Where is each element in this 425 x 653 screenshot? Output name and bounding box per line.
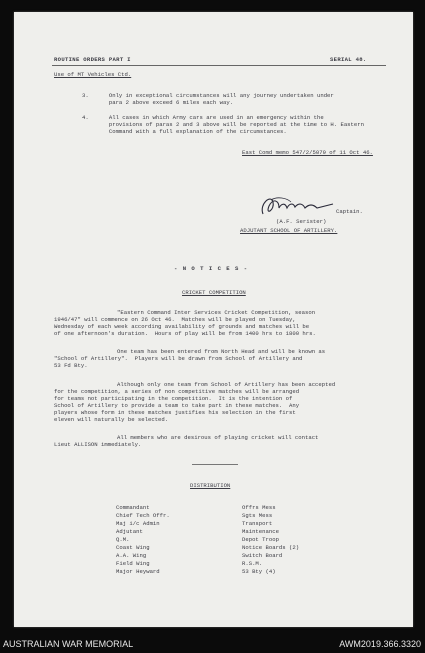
- para4-line1: 4. All cases in which Army cars are used in an emergency within the: [82, 114, 324, 121]
- signatory-rank: Captain.: [336, 208, 363, 215]
- dist-right-8: 53 Bty (4): [242, 568, 276, 575]
- separator-rule: [192, 464, 238, 465]
- dist-right-7: R.S.M.: [242, 560, 263, 567]
- memo-reference: East Comd memo 547/2/5079 of 11 Oct 46.: [242, 149, 373, 156]
- para4-line2: provisions of paras 2 and 3 above will be reported at the time to H. Eastern: [82, 121, 364, 128]
- dist-left-7: Field Wing: [116, 560, 150, 567]
- dist-right-6: Switch Board: [242, 552, 283, 559]
- archive-credit: AUSTRALIAN WAR MEMORIAL: [3, 639, 134, 649]
- cricket-para3-line6: eleven will naturally be selected.: [54, 416, 169, 423]
- cricket-para4-line1: All members who are desirous of playing cricket will contact: [117, 434, 319, 441]
- cricket-para4-line2: Lieut ALLISON immediately.: [54, 441, 142, 448]
- dist-left-5: Coast Wing: [116, 544, 150, 551]
- section-heading: Use of MT Vehicles Ctd.: [54, 71, 132, 78]
- routine-orders-heading: ROUTINE ORDERS PART I: [54, 56, 131, 63]
- dist-left-1: Chief Tech Offr.: [116, 512, 170, 519]
- dist-left-2: Maj i/c Admin: [116, 520, 160, 527]
- cricket-para2-line2: "School of Artillery". Players will be drawn from School of Artillery and: [54, 355, 303, 362]
- para4-line3: Command with a full explanation of the circumstances.: [82, 128, 287, 135]
- signatory-name: (A.F. Serister): [276, 218, 327, 225]
- dist-right-1: Sgts Mess: [242, 512, 273, 519]
- dist-left-8: Major Heyward: [116, 568, 160, 575]
- notices-heading: - N O T I C E S -: [174, 265, 249, 272]
- cricket-para2-line3: 53 Fd Bty.: [54, 362, 88, 369]
- cricket-heading: CRICKET COMPETITION: [182, 289, 246, 296]
- archive-reference: AWM2019.366.3320: [339, 639, 421, 649]
- document-page: [14, 12, 413, 627]
- dist-right-4: Depot Troop: [242, 536, 279, 543]
- header-rule: [52, 65, 386, 66]
- cricket-para3-line4: School of Artillery to provide a team to take part in these matches. Any: [54, 402, 300, 409]
- signatory-appointment: ADJUTANT SCHOOL OF ARTILLERY.: [240, 227, 338, 234]
- dist-left-4: Q.M.: [116, 536, 130, 543]
- dist-right-3: Maintenance: [242, 528, 279, 535]
- dist-right-5: Notice Boards (2): [242, 544, 300, 551]
- cricket-para2-line1: One team has been entered from North Head and will be known as: [117, 348, 326, 355]
- dist-right-2: Transport: [242, 520, 273, 527]
- cricket-para3-line1: Although only one team from School of Artillery has been accepted: [117, 381, 336, 388]
- dist-left-0: Commandant: [116, 504, 150, 511]
- distribution-heading: DISTRIBUTION: [190, 482, 231, 489]
- cricket-para1-line2: 1946/47" will commence on 26 Oct 46. Matches will be played on Tuesday,: [54, 316, 296, 323]
- cricket-para3-line2: for the competition, a series of non competitive matches will be arranged: [54, 388, 300, 395]
- cricket-para1-line1: "Eastern Command Inter Services Cricket Competition, season: [117, 309, 316, 316]
- serial-number: SERIAL 48.: [330, 56, 367, 63]
- cricket-para3-line5: players whose form in these matches justifies his selection in the first: [54, 409, 296, 416]
- cricket-para3-line3: for teams not participating in the competition. It is the intention of: [54, 395, 293, 402]
- cricket-para1-line3: Wednesday of each week according availability of grounds and matches will be: [54, 323, 310, 330]
- dist-right-0: Offrs Mess: [242, 504, 276, 511]
- dist-left-3: Adjutant: [116, 528, 143, 535]
- cricket-para1-line4: of one afternoon's duration. Hours of play will be from 1400 hrs to 1800 hrs.: [54, 330, 316, 337]
- dist-left-6: A.A. Wing: [116, 552, 147, 559]
- para3-line2: para 2 above exceed 6 miles each way.: [82, 99, 234, 106]
- para3-line1: 3. Only in exceptional circumstances will any journey undertaken under: [82, 92, 334, 99]
